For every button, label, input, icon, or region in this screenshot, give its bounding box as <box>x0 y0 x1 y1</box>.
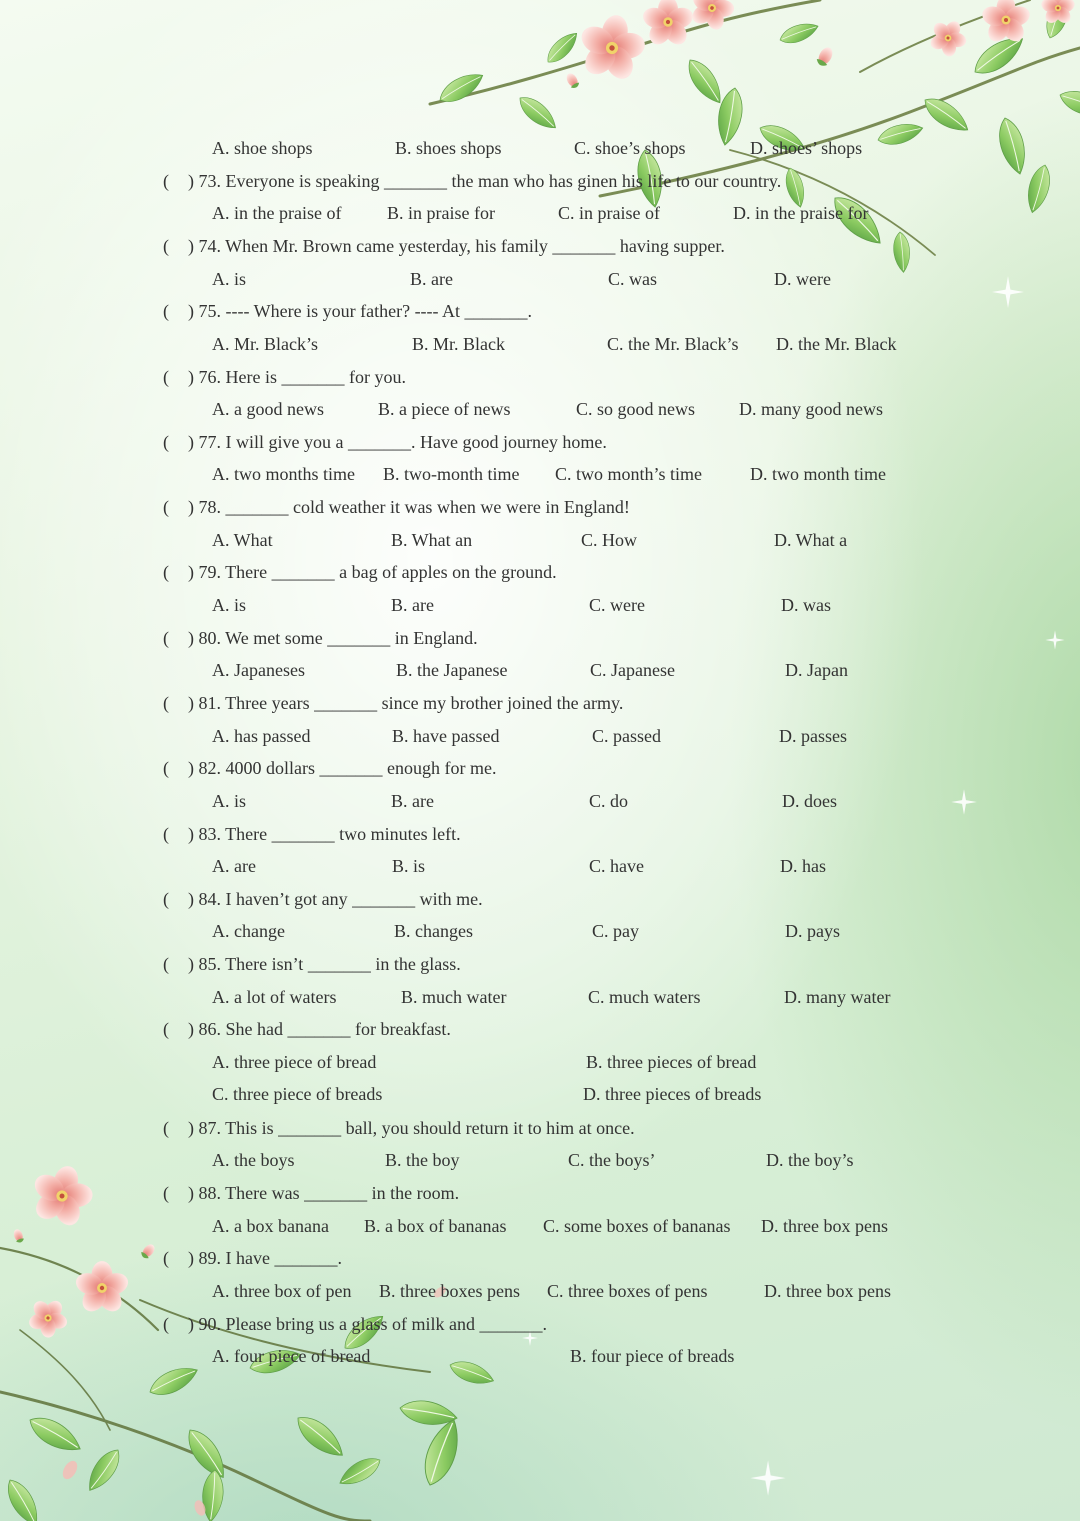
question-stem: ) 90. Please bring us a glass of milk and _______. <box>188 1314 547 1334</box>
options-row <box>0 594 1080 616</box>
question-stem-row <box>0 953 1080 975</box>
question-stem-row <box>0 561 1080 583</box>
option-c: C. passed <box>592 726 661 746</box>
option-d: D. Japan <box>785 660 848 680</box>
option-c: C. two month’s time <box>555 464 703 484</box>
option-d: D. three box pens <box>761 1216 888 1236</box>
option-b: B. changes <box>394 921 473 941</box>
answer-bracket: ( <box>163 1314 169 1334</box>
option-b: B. the Japanese <box>396 660 508 680</box>
answer-bracket: ( <box>163 954 169 974</box>
question-stem: ) 84. I haven’t got any _______ with me. <box>188 889 483 909</box>
option-d: D. many good news <box>739 399 883 419</box>
option-d: D. two month time <box>750 464 886 484</box>
answer-bracket: ( <box>163 562 169 582</box>
question-stem: ) 88. There was _______ in the room. <box>188 1183 460 1203</box>
continued-options-row <box>0 137 1080 159</box>
option-b: B. three pieces of bread <box>586 1052 757 1072</box>
option-a: A. a lot of waters <box>212 987 337 1007</box>
option-b: B. shoes shops <box>395 138 502 158</box>
option-a: A. a box banana <box>212 1216 329 1236</box>
question-stem-row <box>0 757 1080 779</box>
question-stem-row <box>0 235 1080 257</box>
question-stem: ) 76. Here is _______ for you. <box>188 367 406 387</box>
options-row <box>0 398 1080 420</box>
options-row <box>0 268 1080 290</box>
options-row <box>0 529 1080 551</box>
answer-bracket: ( <box>163 1248 169 1268</box>
question-stem-row <box>0 366 1080 388</box>
option-a: A. shoe shops <box>212 138 313 158</box>
answer-bracket: ( <box>163 1183 169 1203</box>
option-c: C. so good news <box>576 399 696 419</box>
option-b: B. much water <box>401 987 507 1007</box>
option-a: A. change <box>212 921 285 941</box>
question-stem-row <box>0 692 1080 714</box>
option-c: C. three piece of breads <box>212 1084 383 1104</box>
option-b: B. three boxes pens <box>379 1281 520 1301</box>
answer-bracket: ( <box>163 236 169 256</box>
option-d: D. was <box>781 595 831 615</box>
question-stem: ) 82. 4000 dollars _______ enough for me. <box>188 758 497 778</box>
question-stem: ) 85. There isn’t _______ in the glass. <box>188 954 461 974</box>
options-row <box>0 333 1080 355</box>
question-stem-row <box>0 627 1080 649</box>
question-stem: ) 75. ---- Where is your father? ---- At _______. <box>188 301 533 321</box>
option-c: C. the boys’ <box>568 1150 656 1170</box>
option-b: B. in praise for <box>387 203 495 223</box>
option-b: B. two-month time <box>383 464 520 484</box>
option-a: A. Japaneses <box>212 660 305 680</box>
answer-bracket: ( <box>163 889 169 909</box>
answer-bracket: ( <box>163 171 169 191</box>
answer-bracket: ( <box>163 432 169 452</box>
option-d: D. three box pens <box>764 1281 891 1301</box>
option-a: A. is <box>212 595 247 615</box>
question-stem: ) 83. There _______ two minutes left. <box>188 824 461 844</box>
question-stem-row <box>0 300 1080 322</box>
option-a: A. three box of pen <box>212 1281 352 1301</box>
options-row <box>0 855 1080 877</box>
options-row <box>0 202 1080 224</box>
options-row <box>0 1345 1080 1367</box>
option-d: D. What a <box>774 530 848 550</box>
option-c: C. much waters <box>588 987 701 1007</box>
option-a: A. in the praise of <box>212 203 342 223</box>
option-a: A. is <box>212 269 247 289</box>
option-a: A. are <box>212 856 256 876</box>
options-row <box>0 1280 1080 1302</box>
option-b: B. are <box>391 791 434 811</box>
question-stem: ) 89. I have _______. <box>188 1248 342 1268</box>
option-a: A. two months time <box>212 464 355 484</box>
answer-bracket: ( <box>163 1118 169 1138</box>
option-a: A. the boys <box>212 1150 295 1170</box>
question-stem-row <box>0 888 1080 910</box>
question-stem-row <box>0 1117 1080 1139</box>
option-a: A. four piece of bread <box>212 1346 371 1366</box>
question-stem: ) 81. Three years _______ since my brother joined the army. <box>188 693 624 713</box>
answer-bracket: ( <box>163 693 169 713</box>
question-stem-row <box>0 1182 1080 1204</box>
option-d: D. the boy’s <box>766 1150 854 1170</box>
option-b: B. Mr. Black <box>412 334 505 354</box>
option-d: D. in the praise for <box>733 203 869 223</box>
option-a: A. Mr. Black’s <box>212 334 318 354</box>
option-b: B. four piece of breads <box>570 1346 735 1366</box>
answer-bracket: ( <box>163 497 169 517</box>
option-d: D. does <box>782 791 837 811</box>
option-d: D. were <box>774 269 831 289</box>
question-stem: ) 79. There _______ a bag of apples on the ground. <box>188 562 557 582</box>
option-a: A. three piece of bread <box>212 1052 377 1072</box>
question-stem-row <box>0 431 1080 453</box>
question-stem-row <box>0 170 1080 192</box>
options-row <box>0 986 1080 1008</box>
option-b: B. are <box>391 595 434 615</box>
option-d: D. pays <box>785 921 840 941</box>
options-row <box>0 659 1080 681</box>
option-b: B. are <box>410 269 453 289</box>
question-stem-row <box>0 1018 1080 1040</box>
question-stem: ) 73. Everyone is speaking _______ the man who has ginen his life to our country. <box>188 171 782 191</box>
option-c: C. shoe’s shops <box>574 138 686 158</box>
option-d: D. passes <box>779 726 847 746</box>
question-stem-row <box>0 823 1080 845</box>
option-d: D. shoes’ shops <box>750 138 863 158</box>
options-row <box>0 1051 1080 1073</box>
answer-bracket: ( <box>163 301 169 321</box>
option-b: B. have passed <box>392 726 500 746</box>
option-d: D. many water <box>784 987 891 1007</box>
question-stem-row <box>0 1313 1080 1335</box>
option-d: D. has <box>780 856 826 876</box>
question-stem-row <box>0 496 1080 518</box>
answer-bracket: ( <box>163 367 169 387</box>
question-stem: ) 87. This is _______ ball, you should return it to him at once. <box>188 1118 635 1138</box>
option-c: C. were <box>589 595 645 615</box>
option-b: B. is <box>392 856 426 876</box>
question-stem: ) 77. I will give you a _______. Have good journey home. <box>188 432 607 452</box>
question-stem: ) 86. She had _______ for breakfast. <box>188 1019 451 1039</box>
question-stem: ) 74. When Mr. Brown came yesterday, his family _______ having supper. <box>188 236 725 256</box>
option-d: D. the Mr. Black <box>776 334 897 354</box>
option-c: C. in praise of <box>558 203 660 223</box>
option-a: A. is <box>212 791 247 811</box>
option-a: A. a good news <box>212 399 324 419</box>
answer-bracket: ( <box>163 1019 169 1039</box>
answer-bracket: ( <box>163 628 169 648</box>
options-row <box>0 463 1080 485</box>
option-a: A. has passed <box>212 726 311 746</box>
option-b: B. What an <box>391 530 473 550</box>
answer-bracket: ( <box>163 824 169 844</box>
option-c: C. How <box>581 530 638 550</box>
options-row <box>0 790 1080 812</box>
options-row <box>0 1149 1080 1171</box>
option-b: B. a piece of news <box>378 399 511 419</box>
option-b: B. the boy <box>385 1150 460 1170</box>
option-a: A. What <box>212 530 273 550</box>
options-row <box>0 725 1080 747</box>
option-b: B. a box of bananas <box>364 1216 507 1236</box>
option-c: C. the Mr. Black’s <box>607 334 739 354</box>
option-c: C. pay <box>592 921 639 941</box>
option-c: C. have <box>589 856 644 876</box>
options-row <box>0 920 1080 942</box>
option-c: C. was <box>608 269 657 289</box>
question-stem-row <box>0 1247 1080 1269</box>
option-c: C. Japanese <box>590 660 675 680</box>
option-c: C. three boxes of pens <box>547 1281 708 1301</box>
options-row <box>0 1215 1080 1237</box>
option-c: C. do <box>589 791 629 811</box>
options-row <box>0 1083 1080 1105</box>
answer-bracket: ( <box>163 758 169 778</box>
option-d: D. three pieces of breads <box>583 1084 762 1104</box>
option-c: C. some boxes of bananas <box>543 1216 731 1236</box>
question-stem: ) 80. We met some _______ in England. <box>188 628 478 648</box>
question-stem: ) 78. _______ cold weather it was when we were in England! <box>188 497 630 517</box>
